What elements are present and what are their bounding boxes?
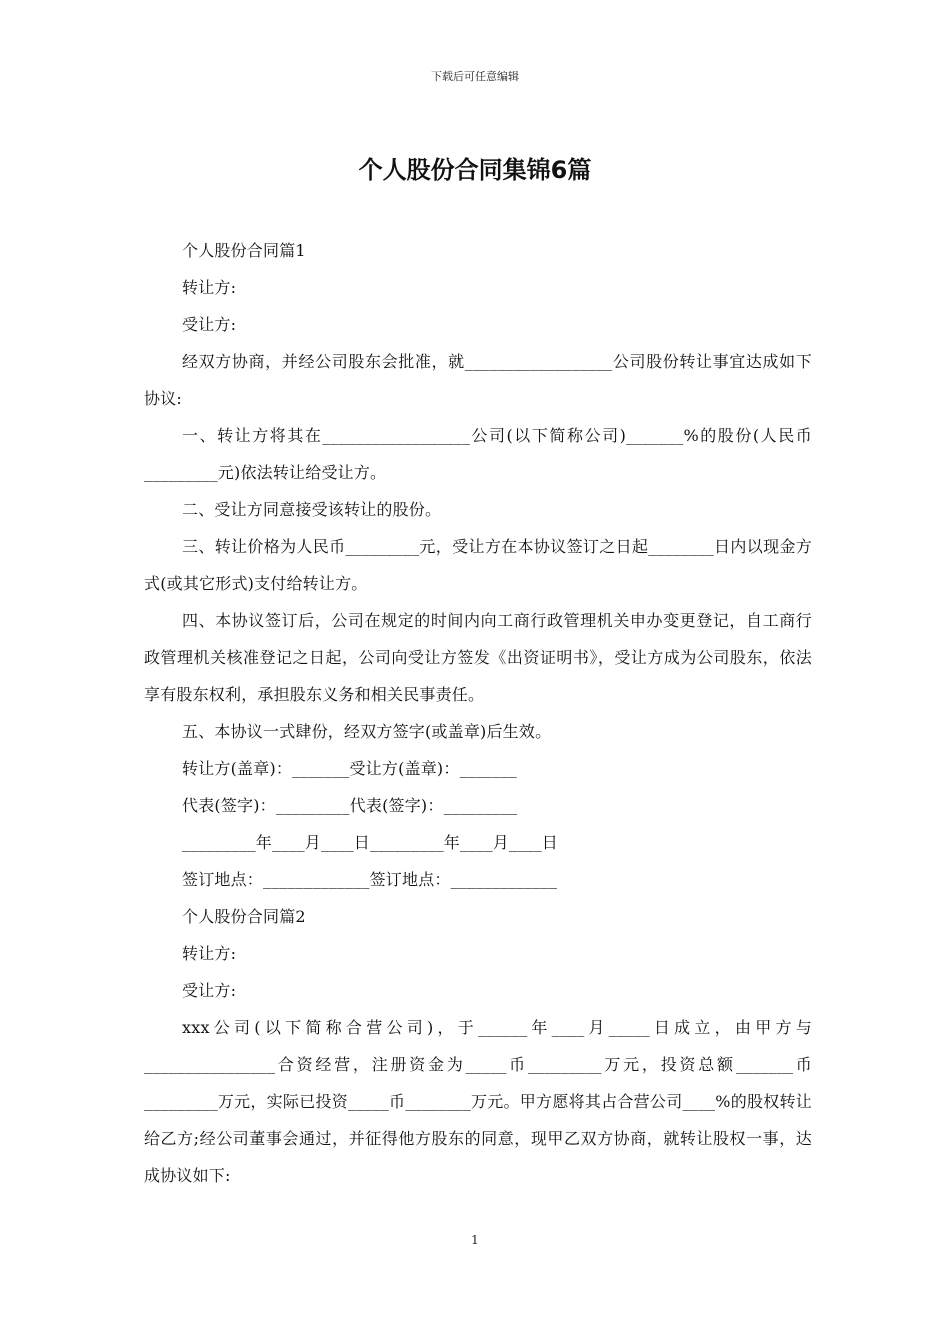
clause-3: 三、转让价格为人民币_________元，受让方在本协议签订之日起________日内以现金方式(或其它形式)支付给转让方。 [144,537,812,593]
signing-place-line: 签订地点：_____________签订地点：_____________ [182,870,558,889]
seal-line: 转让方(盖章)：_______受让方(盖章)：_______ [182,759,517,778]
section-heading-1: 个人股份合同篇1 [182,241,306,260]
document-title: 个人股份合同集锦6篇 [358,156,592,184]
clause-5: 五、本协议一式肆份，经双方签字(或盖章)后生效。 [182,722,552,741]
page-number: 1 [471,1233,479,1247]
joint-venture-paragraph: xxx公司(以下简称合营公司)，于______年____月_____日成立，由甲方与________________合资经营，注册资金为_____币_________万元，投资总额_______币_________万元，实际已投资_____币________万元。甲方愿将其占合营公司____%的股权转让给乙方;经公司董事会通过，并征得他方股东的同意，现甲乙双方协商，就转让股权一事，达成协议如下: [144,1018,812,1185]
transferee-line: 受让方: [182,315,237,334]
clause-1: 一、转让方将其在__________________公司(以下简称公司)_______%的股份(人民币_________元)依法转让给受让方。 [144,426,812,482]
transferor-line-2: 转让方: [182,944,237,963]
clause-2: 二、受让方同意接受该转让的股份。 [182,500,442,519]
section-heading-2: 个人股份合同篇2 [182,907,306,926]
date-line: _________年____月____日_________年____月____日 [182,833,558,852]
transferee-line-2: 受让方: [182,981,237,1000]
agreement-intro: 经双方协商，并经公司股东会批准，就__________________公司股份转让事宜达成如下协议: [144,352,812,408]
signature-line: 代表(签字)：_________代表(签字)：_________ [182,796,518,815]
transferor-line: 转让方: [182,278,237,297]
clause-4: 四、本协议签订后，公司在规定的时间内向工商行政管理机关申办变更登记，自工商行政管理机关核准登记之日起，公司向受让方签发《出资证明书》，受让方成为公司股东，依法享有股东权利，承担股东义务和相关民事责任。 [144,611,812,704]
document-body [144,232,812,1194]
header-note: 下载后可任意编辑 [431,70,519,83]
